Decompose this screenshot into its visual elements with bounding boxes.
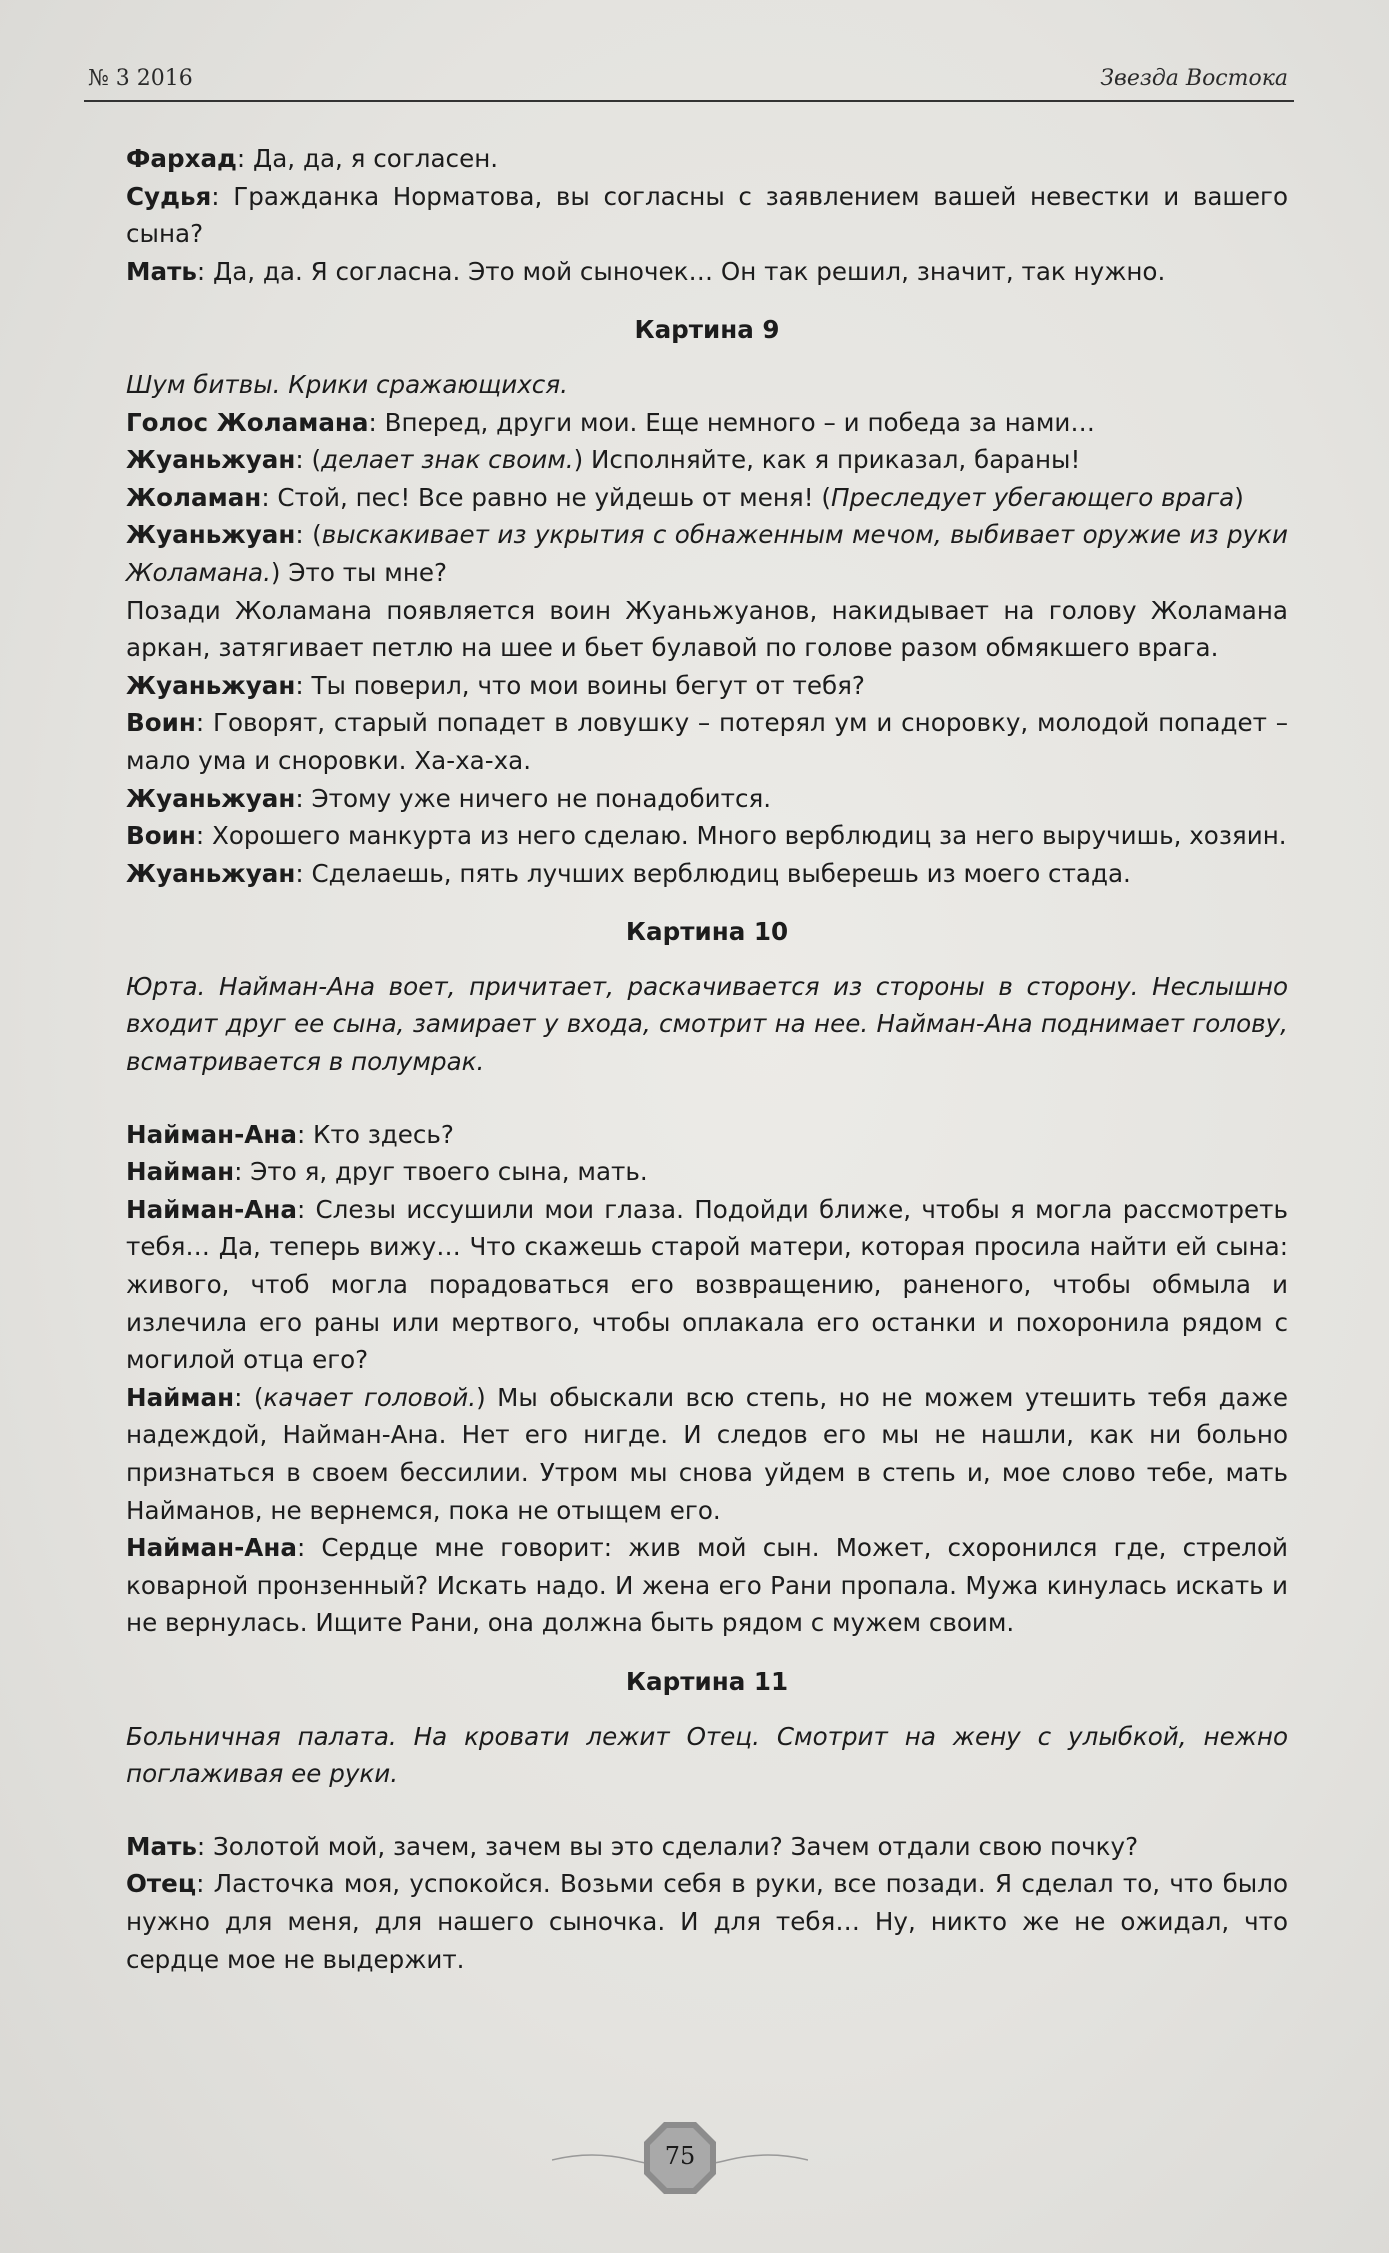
inline-stage-direction: выскакивает из укрытия с обнаженным мечом, выбивает оружие из руки Жоламана. bbox=[126, 520, 1288, 587]
narrative-paragraph: Позади Жоламана появляется воин Жуаньжуанов, накидывает на голову Жоламана аркан, затягивает петлю на шее и бьет булавой по голове разом обмякшего врага. bbox=[126, 595, 1288, 663]
speaker-name: Найман bbox=[126, 1157, 235, 1187]
speaker-name: Жоламан bbox=[126, 482, 262, 512]
speaker-name: Жуаньжуан bbox=[126, 783, 296, 813]
header-rule bbox=[84, 100, 1294, 102]
dialogue-text-continued: ) bbox=[1234, 482, 1244, 512]
dialogue-text: : ( bbox=[295, 520, 322, 550]
stage-direction: Юрта. Найман-Ана воет, причитает, раскачивается из стороны в сторону. Неслышно входит друг ее сына, замирает у входа, смотрит на нее. Найман-Ана поднимает голову, всматривается в полумрак. bbox=[126, 971, 1288, 1077]
dialogue-line bbox=[126, 1153, 1288, 1191]
dialogue-line bbox=[126, 140, 1288, 178]
dialogue-line bbox=[126, 704, 1288, 779]
dialogue-line bbox=[126, 1865, 1288, 1978]
speaker-name: Воин bbox=[126, 708, 196, 738]
dialogue-line bbox=[126, 667, 1288, 705]
speaker-name: Жуаньжуан bbox=[126, 520, 296, 550]
journal-title: Звезда Востока bbox=[1100, 66, 1288, 91]
speaker-name: Найман-Ана bbox=[126, 1119, 297, 1149]
dialogue-line bbox=[126, 1529, 1288, 1642]
dialogue-line bbox=[126, 1828, 1288, 1866]
dialogue-line bbox=[126, 479, 1288, 517]
dialogue-text: : ( bbox=[234, 1382, 264, 1412]
page-number: 75 bbox=[664, 2142, 696, 2170]
dialogue-line bbox=[126, 855, 1288, 893]
dialogue-text: : ( bbox=[295, 445, 322, 475]
scene-heading: Картина 9 bbox=[634, 315, 780, 345]
dialogue-text-continued: ) Мы обыскали всю степь, но не можем утешить тебя даже надеждой, Найман-Ана. Нет его нигде. И следов его мы не нашли, как ни больно признаться в своем бессилии. Утром мы снова уйдем в степь и, мое слово тебе, мать Найманов, не вернемся, пока не отыщем его. bbox=[126, 1382, 1288, 1525]
scene-heading: Картина 11 bbox=[625, 1666, 789, 1696]
dialogue-text: : Кто здесь? bbox=[296, 1119, 454, 1149]
dialogue-text: : Ты поверил, что мои воины бегут от тебя? bbox=[295, 670, 865, 700]
speaker-name: Жуаньжуан bbox=[126, 445, 296, 475]
speaker-name: Найман bbox=[126, 1382, 235, 1412]
speaker-name: Жуаньжуан bbox=[126, 858, 296, 888]
dialogue-line bbox=[126, 441, 1288, 479]
dialogue-line bbox=[126, 516, 1288, 591]
play-text bbox=[126, 140, 1288, 1978]
stage-direction: Больничная палата. На кровати лежит Отец. Смотрит на жену с улыбкой, нежно поглаживая ее руки. bbox=[126, 1721, 1288, 1789]
dialogue-text: : Говорят, старый попадет в ловушку – потерял ум и сноровку, молодой попадет – мало ума и сноровки. Ха-ха-ха. bbox=[126, 708, 1288, 775]
stage-direction: Шум битвы. Крики сражающихся. bbox=[126, 369, 568, 399]
speaker-name: Судья bbox=[126, 181, 212, 211]
speaker-name: Найман-Ана bbox=[126, 1533, 297, 1563]
dialogue-text: : Слезы иссушили мои глаза. Подойди ближе, чтобы я могла рассмотреть тебя… Да, теперь вижу… Что скажешь старой матери, которая просила найти ей сына: живого, чтоб могла порадоваться его возвращению, раненого, чтобы обмыла и излечила его раны или мертвого, чтобы оплакала его останки и похоронила рядом с могилой отца его? bbox=[126, 1194, 1288, 1375]
page-number-badge bbox=[642, 2120, 718, 2196]
dialogue-text: : Это я, друг твоего сына, мать. bbox=[234, 1157, 648, 1187]
dialogue-text: : Хорошего манкурта из него сделаю. Много верблюдиц за него выручишь, хозяин. bbox=[195, 821, 1287, 851]
inline-stage-direction: делает знак своим. bbox=[321, 445, 574, 475]
dialogue-line bbox=[126, 404, 1288, 442]
running-header bbox=[88, 62, 1288, 96]
inline-stage-direction: Преследует убегающего врага bbox=[831, 482, 1235, 512]
dialogue-line bbox=[126, 178, 1288, 253]
dialogue-text: : Стой, пес! Все равно не уйдешь от меня! ( bbox=[261, 482, 831, 512]
dialogue-text: : Золотой мой, зачем, зачем вы это сделали? Зачем отдали свою почку? bbox=[196, 1831, 1139, 1861]
speaker-name: Отец bbox=[126, 1869, 197, 1899]
speaker-name: Мать bbox=[126, 256, 197, 286]
dialogue-line bbox=[126, 1379, 1288, 1529]
dialogue-line bbox=[126, 780, 1288, 818]
dialogue-line bbox=[126, 253, 1288, 291]
scene-heading: Картина 10 bbox=[625, 917, 789, 947]
speaker-name: Найман-Ана bbox=[126, 1194, 297, 1224]
dialogue-line bbox=[126, 1116, 1288, 1154]
dialogue-text: : Вперед, други мои. Еще немного – и победа за нами… bbox=[368, 407, 1096, 437]
dialogue-text: : Этому уже ничего не понадобится. bbox=[295, 783, 772, 813]
speaker-name: Воин bbox=[126, 821, 196, 851]
dialogue-text: : Ласточка моя, успокойся. Возьми себя в руки, все позади. Я сделал то, что было нужно для меня, для нашего сыночка. И для тебя… Ну, никто же не ожидал, что сердце мое не выдержит. bbox=[126, 1869, 1288, 1974]
speaker-name: Голос Жоламана bbox=[126, 407, 369, 437]
dialogue-line bbox=[126, 817, 1288, 855]
issue-label: № 3 2016 bbox=[88, 66, 193, 91]
inline-stage-direction: качает головой. bbox=[263, 1382, 477, 1412]
speaker-name: Жуаньжуан bbox=[126, 670, 296, 700]
dialogue-text: : Сердце мне говорит: жив мой сын. Может, схоронился где, стрелой коварной пронзенный? Искать надо. И жена его Рани пропала. Мужа кинулась искать и не вернулась. Ищите Рани, она должна быть рядом с мужем своим. bbox=[126, 1533, 1288, 1638]
dialogue-text: : Да, да, я согласен. bbox=[236, 144, 499, 173]
dialogue-line bbox=[126, 1191, 1288, 1379]
dialogue-text: : Гражданка Норматова, вы согласны с заявлением вашей невестки и вашего сына? bbox=[126, 181, 1288, 249]
dialogue-text: : Да, да. Я согласна. Это мой сыночек… Он так решил, значит, так нужно. bbox=[196, 256, 1166, 286]
dialogue-text-continued: ) Это ты мне? bbox=[270, 557, 448, 587]
dialogue-text-continued: ) Исполняйте, как я приказал, бараны! bbox=[573, 445, 1081, 475]
speaker-name: Фархад bbox=[126, 144, 237, 173]
dialogue-text: : Сделаешь, пять лучших верблюдиц выберешь из моего стада. bbox=[295, 858, 1131, 888]
speaker-name: Мать bbox=[126, 1831, 197, 1861]
